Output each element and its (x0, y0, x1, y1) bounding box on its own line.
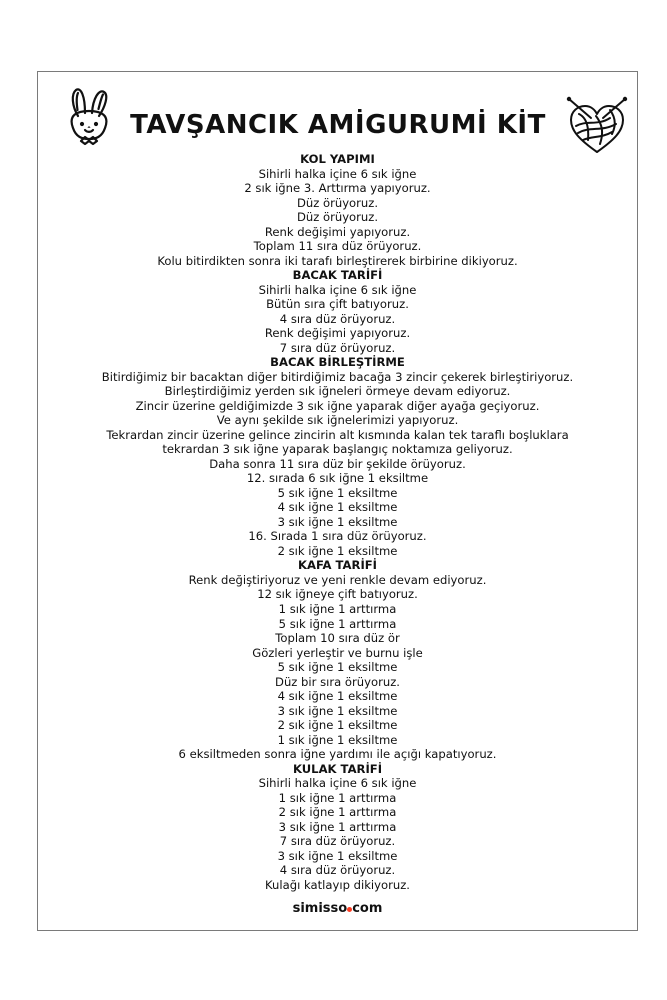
recipe-sheet (37, 71, 638, 931)
instruction-line: Toplam 11 sıra düz örüyoruz. (253, 239, 422, 254)
section-heading: KULAK TARİFİ (292, 761, 383, 776)
instruction-line: 1 sık iğne 1 eksiltme (277, 732, 398, 747)
instruction-line: 5 sık iğne 1 eksiltme (277, 485, 398, 500)
instruction-line: Renk değişimi yapıyoruz. (264, 224, 411, 239)
instruction-line: 3 sık iğne 1 arttırma (278, 819, 397, 834)
instruction-line: 2 sık iğne 1 arttırma (278, 805, 397, 820)
instruction-line: Renk değişimi yapıyoruz. (264, 326, 411, 341)
instruction-line: Sihirli halka içine 6 sık iğne (258, 166, 417, 181)
instruction-line: 3 sık iğne 1 eksiltme (277, 514, 398, 529)
instruction-line: 3 sık iğne 1 eksiltme (277, 703, 398, 718)
brand-domain: com (352, 901, 383, 916)
instruction-line: 2 sık iğne 1 eksiltme (277, 718, 398, 733)
instruction-line: Sihirli halka içine 6 sık iğne (258, 776, 417, 791)
header (38, 72, 637, 154)
instruction-line: 1 sık iğne 1 arttırma (278, 790, 397, 805)
instruction-line: Gözleri yerleştir ve burnu işle (252, 645, 423, 660)
instruction-line: Renk değiştiriyoruz ve yeni renkle devam ediyoruz. (188, 572, 487, 587)
instruction-line: Sihirli halka içine 6 sık iğne (258, 282, 417, 297)
brand-logo (38, 901, 637, 917)
yarn-heart-icon (566, 96, 628, 156)
bunny-icon (58, 86, 120, 152)
instruction-line: Düz örüyoruz. (296, 210, 379, 225)
instruction-line: Düz bir sıra örüyoruz. (275, 674, 400, 689)
instruction-line: 4 sık iğne 1 eksiltme (277, 689, 398, 704)
instruction-line: Zincir üzerine geldiğimizde 3 sık iğne yaparak diğer ayağa geçiyoruz. (135, 398, 540, 413)
instruction-line: 4 sık iğne 1 eksiltme (277, 500, 398, 515)
instruction-line: 1 sık iğne 1 arttırma (278, 601, 397, 616)
section-heading: KAFA TARİFİ (297, 558, 377, 573)
section-heading: BACAK TARİFİ (292, 268, 383, 283)
instruction-line: 2 sık iğne 3. Arttırma yapıyoruz. (244, 181, 431, 196)
instruction-line: tekrardan 3 sık iğne yaparak başlangıç noktamıza geliyoruz. (162, 442, 513, 457)
instruction-line: Tekrardan zincir üzerine gelince zincirin alt kısmında kalan tek taraflı boşluklara (106, 427, 569, 442)
instruction-line: 7 sıra düz örüyoruz. (279, 340, 396, 355)
section-heading: BACAK BİRLEŞTİRME (270, 355, 405, 370)
instruction-line: 12 sık iğneye çift batıyoruz. (257, 587, 418, 602)
section-heading: KOL YAPIMI (300, 152, 375, 166)
instruction-line: Toplam 10 sıra düz ör (275, 631, 400, 646)
page-title: TAVŞANCIK AMİGURUMİ KİT (130, 110, 546, 140)
instruction-line: 2 sık iğne 1 eksiltme (277, 543, 398, 558)
instruction-line: Kolu bitirdikten sonra iki tarafı birleştirerek birbirine dikiyoruz. (157, 253, 518, 268)
recipe-body (38, 152, 637, 892)
instruction-line: 6 eksiltmeden sonra iğne yardımı ile açığı kapatıyoruz. (178, 747, 497, 762)
instruction-line: 3 sık iğne 1 eksiltme (277, 848, 398, 863)
instruction-line: 12. sırada 6 sık iğne 1 eksiltme (246, 471, 429, 486)
brand-name: simisso (292, 901, 348, 916)
instruction-line: Bütün sıra çift batıyoruz. (266, 297, 409, 312)
instruction-line: 4 sıra düz örüyoruz. (279, 311, 396, 326)
instruction-line: 5 sık iğne 1 arttırma (278, 616, 397, 631)
instruction-line: 16. Sırada 1 sıra düz örüyoruz. (248, 529, 427, 544)
instruction-line: 5 sık iğne 1 eksiltme (277, 660, 398, 675)
instruction-line: Birleştirdiğimiz yerden sık iğneleri örmeye devam ediyoruz. (164, 384, 511, 399)
instruction-line: 7 sıra düz örüyoruz. (279, 834, 396, 849)
instruction-line: Kulağı katlayıp dikiyoruz. (265, 877, 410, 892)
instruction-line: Bitirdiğimiz bir bacaktan diğer bitirdiğimiz bacağa 3 zincir çekerek birleştiriyoruz. (101, 369, 574, 384)
instruction-line: Daha sonra 11 sıra düz bir şekilde örüyoruz. (209, 456, 466, 471)
instruction-line: Ve aynı şekilde sık iğnelerimizi yapıyoruz. (216, 413, 459, 428)
instruction-line: 4 sıra düz örüyoruz. (279, 863, 396, 878)
instruction-line: Düz örüyoruz. (296, 195, 379, 210)
